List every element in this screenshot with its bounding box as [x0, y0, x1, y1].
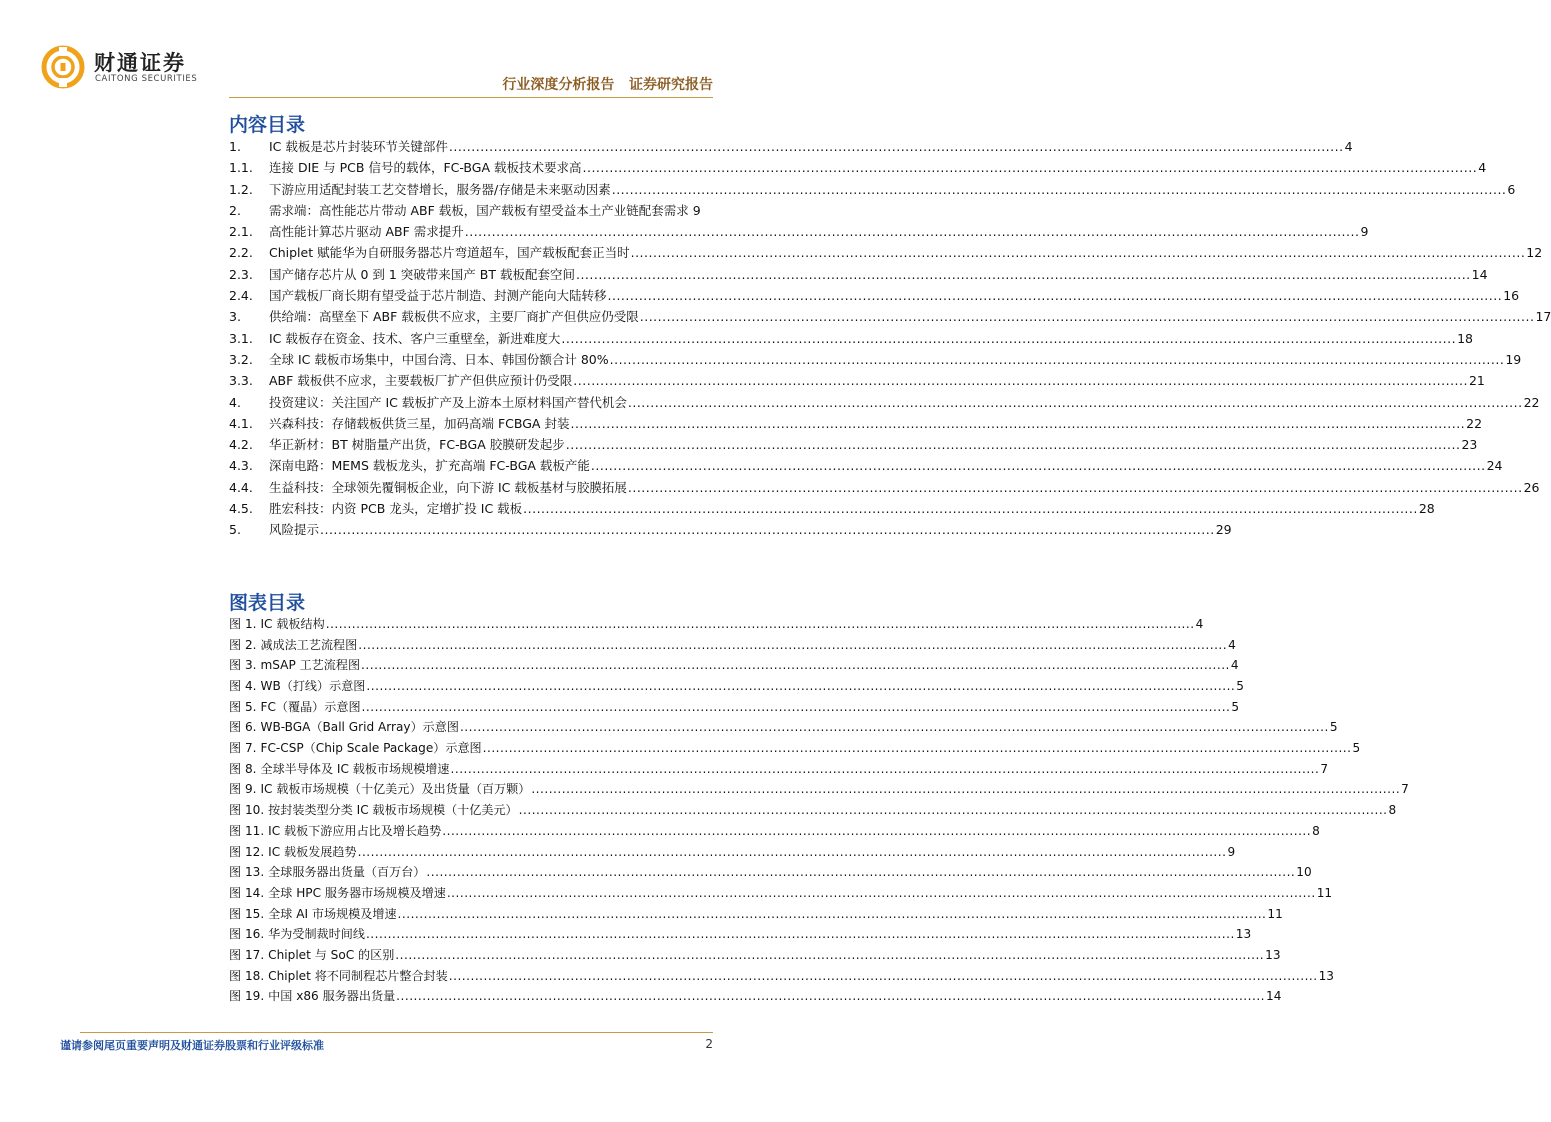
- entry-page: 22: [1466, 415, 1483, 431]
- company-logo: [40, 44, 200, 90]
- entry-title: WB-BGA（Ball Grid Array）示意图: [260, 720, 459, 735]
- entry-number: 图 15.: [229, 906, 265, 921]
- entry-title: 减成法工艺流程图: [260, 637, 358, 652]
- figure-entry[interactable]: [229, 986, 1282, 1007]
- dot-leader: ........................................................................................................................................................................................................: [518, 803, 1388, 818]
- dot-leader: ........................................................................................................................................................................................................: [442, 823, 1312, 838]
- entry-title: 兴森科技：存储载板供货三星，加码高端 FCBGA 封装: [269, 415, 570, 431]
- dot-leader: ........................................................................................................................................................................................................: [627, 479, 1523, 495]
- entry-number: 图 7.: [229, 741, 257, 756]
- dot-leader: ........................................................................................................................................................................................................: [630, 245, 1526, 261]
- entry-page: 13: [1265, 947, 1281, 962]
- entry-title: IC 载板市场规模（十亿美元）及出货量（百万颗）: [260, 782, 531, 797]
- entry-number: 图 4.: [229, 679, 257, 694]
- entry-number: 3.2.: [229, 351, 253, 367]
- entry-page: 4: [1344, 139, 1353, 154]
- figure-entry[interactable]: [229, 780, 1409, 801]
- dot-leader: ........................................................................................................................................................................................................: [361, 699, 1231, 714]
- entry-page: 18: [1457, 330, 1473, 346]
- toc-entry[interactable]: [229, 392, 1540, 413]
- entry-page: 5: [1329, 720, 1338, 735]
- entry-title: IC 载板是芯片封装环节关键部件: [269, 139, 448, 154]
- entry-page: 29: [1215, 522, 1232, 538]
- entry-page: 7: [1320, 761, 1329, 776]
- entry-page: 11: [1267, 906, 1283, 921]
- dot-leader: ........................................................................................................................................................................................................: [448, 968, 1318, 983]
- figure-entry[interactable]: [229, 924, 1252, 945]
- entry-page: 14: [1471, 266, 1488, 282]
- entry-page: 11: [1316, 885, 1333, 900]
- entry-page: 24: [1486, 458, 1503, 474]
- entry-title: IC 载板存在资金、技术、客户三重壁垒，新进难度大: [269, 330, 561, 346]
- figure-entry[interactable]: [229, 738, 1361, 759]
- disclaimer-link[interactable]: 谨请参阅尾页重要声明及财通证券股票和行业评级标准: [60, 1039, 324, 1052]
- toc-entry[interactable]: [229, 221, 1369, 242]
- entry-number: 4.2.: [229, 437, 253, 453]
- dot-leader: ........................................................................................................................................................................................................: [611, 181, 1507, 197]
- entry-title: 连接 DIE 与 PCB 信号的载体，FC-BGA 载板技术要求高: [269, 160, 582, 176]
- figure-entry[interactable]: [229, 821, 1320, 842]
- entry-page: 17: [1535, 309, 1551, 325]
- toc-entry[interactable]: [229, 434, 1478, 455]
- entry-number: 3.3.: [229, 373, 253, 389]
- figure-entry[interactable]: [229, 904, 1283, 925]
- toc-list: [229, 136, 1551, 541]
- dot-leader: ........................................................................................................................................................................................................: [639, 309, 1535, 325]
- entry-page: 6: [1507, 181, 1516, 197]
- figures-title: 图表目录: [229, 592, 306, 614]
- entry-number: 4.3.: [229, 458, 253, 474]
- entry-title: IC 载板下游应用占比及增长趋势: [268, 823, 442, 838]
- entry-title: 供给端：高壁垒下 ABF 载板供不应求，主要厂商扩产但供应仍受限: [269, 309, 639, 325]
- entry-title: 下游应用适配封装工艺交替增长，服务器/存储是未来驱动因素: [269, 181, 611, 197]
- toc-entry[interactable]: [229, 328, 1473, 349]
- toc-entry[interactable]: [229, 242, 1543, 263]
- entry-number: 图 3.: [229, 658, 257, 673]
- entry-number: 1.1.: [229, 160, 253, 176]
- entry-number: 4.1.: [229, 415, 253, 431]
- dot-leader: ........................................................................................................................................................................................................: [590, 458, 1486, 474]
- entry-page: 21: [1468, 373, 1485, 389]
- toc-entry[interactable]: [229, 519, 1232, 540]
- figure-entry[interactable]: [229, 862, 1312, 883]
- entry-title: 全球 HPC 服务器市场规模及增速: [268, 885, 446, 900]
- entry-title: WB（打线）示意图: [260, 679, 366, 694]
- figure-entry[interactable]: [229, 759, 1329, 780]
- figure-entry[interactable]: [229, 842, 1236, 863]
- entry-number: 4.5.: [229, 501, 253, 517]
- figure-entry[interactable]: [229, 655, 1239, 676]
- entry-number: 图 19.: [229, 989, 265, 1004]
- entry-title: 深南电路：MEMS 载板龙头，扩充高端 FC-BGA 载板产能: [269, 458, 590, 474]
- entry-number: 1.2.: [229, 181, 253, 197]
- dot-leader: ........................................................................................................................................................................................................: [325, 616, 1195, 631]
- figure-entry[interactable]: [229, 697, 1240, 718]
- entry-number: 3.: [229, 309, 241, 325]
- figure-entry[interactable]: [229, 945, 1281, 966]
- entry-page: 23: [1461, 437, 1478, 453]
- entry-page: 10: [1296, 865, 1312, 880]
- entry-page: 5: [1352, 741, 1361, 756]
- figure-entry[interactable]: [229, 800, 1397, 821]
- entry-title: mSAP 工艺流程图: [260, 658, 361, 673]
- dot-leader: ........................................................................................................................................................................................................: [570, 415, 1466, 431]
- entry-page: 5: [1231, 699, 1240, 714]
- toc-entry[interactable]: [229, 349, 1522, 370]
- entry-title: FC（覆晶）示意图: [260, 699, 361, 714]
- dot-leader: ........................................................................................................................................................................................................: [397, 906, 1267, 921]
- entry-page: 4: [1195, 616, 1204, 631]
- entry-title: 胜宏科技：内资 PCB 龙头，定增扩投 IC 载板: [269, 501, 523, 517]
- footer-divider: [80, 1032, 713, 1033]
- entry-title: Chiplet 赋能华为自研服务器芯片弯道超车，国产载板配套正当时: [269, 245, 630, 261]
- entry-page: 13: [1235, 927, 1252, 942]
- toc-entry[interactable]: [229, 370, 1485, 391]
- entry-page: 13: [1318, 968, 1334, 983]
- entry-page: 26: [1523, 479, 1540, 495]
- entry-number: 图 11.: [229, 823, 265, 838]
- entry-title: IC 载板结构: [260, 616, 325, 631]
- entry-title: 华为受制裁时间线: [268, 927, 365, 942]
- entry-number: 图 8.: [229, 761, 257, 776]
- entry-page: 28: [1418, 501, 1435, 517]
- entry-number: 4.4.: [229, 479, 253, 495]
- entry-number: 图 18.: [229, 968, 265, 983]
- entry-page: 9: [692, 202, 701, 218]
- toc-entry[interactable]: [229, 157, 1487, 178]
- entry-number: 图 14.: [229, 885, 265, 900]
- entry-page: 4: [1478, 160, 1487, 176]
- entry-number: 2.2.: [229, 245, 253, 261]
- entry-number: 2.: [229, 202, 241, 218]
- entry-page: 12: [1526, 245, 1543, 261]
- dot-leader: ........................................................................................................................................................................................................: [565, 437, 1461, 453]
- dot-leader: ........................................................................................................................................................................................................: [320, 522, 1215, 538]
- entry-number: 图 6.: [229, 720, 257, 735]
- figure-entry[interactable]: [229, 614, 1204, 635]
- entry-number: 1.: [229, 139, 241, 154]
- dot-leader: ........................................................................................................................................................................................................: [561, 330, 1457, 346]
- toc-entry[interactable]: [229, 200, 714, 221]
- entry-number: 4.: [229, 394, 241, 410]
- entry-title: 全球服务器出货量（百万台）: [268, 865, 426, 880]
- entry-page: 8: [1312, 823, 1320, 838]
- entry-page: 16: [1503, 288, 1520, 304]
- entry-number: 图 5.: [229, 699, 257, 714]
- entry-title: 按封装类型分类 IC 载板市场规模（十亿美元）: [268, 803, 518, 818]
- entry-number: 图 16.: [229, 927, 265, 942]
- toc-entry[interactable]: [229, 413, 1483, 434]
- page-number: 2: [705, 1037, 713, 1051]
- entry-title: 国产载板厂商长期有望受益于芯片制造、封测产能向大陆转移: [269, 288, 607, 304]
- entry-title: Chiplet 与 SoC 的区别: [268, 947, 395, 962]
- entry-title: 中国 x86 服务器出货量: [268, 989, 396, 1004]
- entry-page: 4: [1230, 658, 1239, 673]
- toc-entry[interactable]: [229, 136, 1353, 157]
- entry-title: 国产储存芯片从 0 到 1 突破带来国产 BT 载板配套空间: [269, 266, 575, 282]
- figure-entry[interactable]: [229, 883, 1333, 904]
- entry-title: 全球 IC 载板市场集中，中国台湾、日本、韩国份额合计 80%: [269, 351, 609, 367]
- entry-number: 2.4.: [229, 288, 253, 304]
- entry-number: 图 9.: [229, 782, 257, 797]
- entry-title: IC 载板发展趋势: [268, 844, 357, 859]
- toc-entry[interactable]: [229, 285, 1520, 306]
- dot-leader: ........................................................................................................................................................................................................: [607, 288, 1503, 304]
- toc-entry[interactable]: [229, 179, 1516, 200]
- entry-title: 投资建议：关注国产 IC 载板扩产及上游本土原材料国产替代机会: [269, 394, 627, 410]
- dot-leader: ........................................................................................................................................................................................................: [395, 947, 1265, 962]
- toc-entry[interactable]: [229, 477, 1540, 498]
- toc-entry[interactable]: [229, 498, 1435, 519]
- entry-number: 2.3.: [229, 266, 253, 282]
- dot-leader: ........................................................................................................................................................................................................: [365, 927, 1235, 942]
- entry-number: 图 12.: [229, 844, 265, 859]
- entry-page: 5: [1236, 679, 1244, 694]
- entry-number: 图 10.: [229, 803, 265, 818]
- figure-entry[interactable]: [229, 966, 1334, 987]
- report-type-label: 行业深度分析报告 证券研究报告: [502, 77, 713, 93]
- dot-leader: ........................................................................................................................................................................................................: [396, 989, 1266, 1004]
- logo-chinese-name: 财通证券: [94, 51, 186, 75]
- entry-number: 图 1.: [229, 616, 257, 631]
- entry-page: 7: [1401, 782, 1409, 797]
- figure-entry[interactable]: [229, 717, 1338, 738]
- entry-title: 需求端：高性能芯片带动 ABF 载板，国产载板有望受益本土产业链配套需求: [269, 202, 689, 218]
- entry-title: Chiplet 将不同制程芯片整合封装: [268, 968, 448, 983]
- dot-leader: ........................................................................................................................................................................................................: [523, 501, 1418, 517]
- figure-entry[interactable]: [229, 635, 1236, 656]
- entry-title: FC-CSP（Chip Scale Package）示意图: [260, 741, 482, 756]
- entry-title: 高性能计算芯片驱动 ABF 需求提升: [269, 224, 464, 240]
- entry-number: 5.: [229, 522, 241, 538]
- dot-leader: ........................................................................................................................................................................................................: [575, 266, 1471, 282]
- dot-leader: ........................................................................................................................................................................................................: [582, 160, 1478, 176]
- entry-title: 风险提示: [269, 522, 320, 538]
- entry-page: 14: [1266, 989, 1282, 1004]
- entry-title: 全球 AI 市场规模及增速: [268, 906, 397, 921]
- entry-page: 9: [1227, 844, 1236, 859]
- entry-page: 19: [1505, 351, 1522, 367]
- dot-leader: ........................................................................................................................................................................................................: [366, 679, 1236, 694]
- figure-entry[interactable]: [229, 676, 1244, 697]
- toc-title: 内容目录: [229, 114, 306, 136]
- header-divider: [229, 97, 713, 98]
- entry-page: 8: [1388, 803, 1397, 818]
- figures-list: [229, 614, 1409, 1007]
- caitong-coin-icon: [40, 44, 86, 90]
- entry-title: 华正新材：BT 树脂量产出货，FC-BGA 胶膜研发起步: [269, 437, 565, 453]
- entry-number: 图 2.: [229, 637, 257, 652]
- entry-page: 9: [1360, 224, 1369, 240]
- dot-leader: ........................................................................................................................................................................................................: [482, 741, 1352, 756]
- dot-leader: ........................................................................................................................................................................................................: [459, 720, 1329, 735]
- dot-leader: ........................................................................................................................................................................................................: [446, 885, 1316, 900]
- dot-leader: ........................................................................................................................................................................................................: [448, 139, 1344, 154]
- dot-leader: ........................................................................................................................................................................................................: [627, 394, 1523, 410]
- entry-number: 2.1.: [229, 224, 253, 240]
- dot-leader: ........................................................................................................................................................................................................: [450, 761, 1320, 776]
- dot-leader: ........................................................................................................................................................................................................: [531, 782, 1401, 797]
- logo-english-name: CAITONG SECURITIES: [95, 74, 198, 84]
- entry-title: ABF 载板供不应求，主要载板厂扩产但供应预计仍受限: [269, 373, 573, 389]
- toc-entry[interactable]: [229, 455, 1503, 476]
- dot-leader: ........................................................................................................................................................................................................: [358, 637, 1228, 652]
- entry-title: 全球半导体及 IC 载板市场规模增速: [260, 761, 450, 776]
- dot-leader: ........................................................................................................................................................................................................: [609, 351, 1505, 367]
- entry-title: 生益科技：全球领先覆铜板企业，向下游 IC 载板基材与胶膜拓展: [269, 479, 627, 495]
- entry-page: 4: [1228, 637, 1236, 652]
- dot-leader: ........................................................................................................................................................................................................: [464, 224, 1360, 240]
- entry-number: 图 17.: [229, 947, 265, 962]
- entry-number: 图 13.: [229, 865, 265, 880]
- dot-leader: ........................................................................................................................................................................................................: [573, 373, 1468, 389]
- entry-page: 22: [1523, 394, 1540, 410]
- entry-number: 3.1.: [229, 330, 253, 346]
- dot-leader: ........................................................................................................................................................................................................: [361, 658, 1230, 673]
- toc-entry[interactable]: [229, 306, 1551, 327]
- dot-leader: ........................................................................................................................................................................................................: [357, 844, 1227, 859]
- toc-entry[interactable]: [229, 264, 1488, 285]
- dot-leader: ........................................................................................................................................................................................................: [426, 865, 1296, 880]
